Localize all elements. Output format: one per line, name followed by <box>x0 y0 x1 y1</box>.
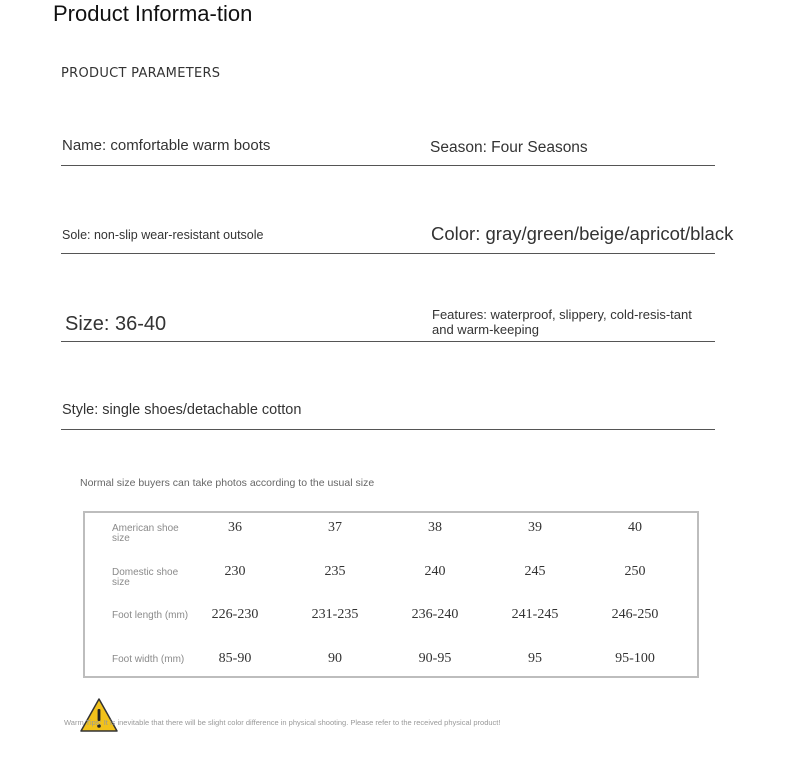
size-table-cell: 240 <box>424 564 446 579</box>
size-table-cell: 40 <box>628 520 642 535</box>
param-season: Season: Four Seasons <box>430 139 588 156</box>
size-table-row-label: Foot width (mm) <box>112 654 185 665</box>
size-table-row-label: Foot length (mm) <box>112 610 189 621</box>
size-table-cell: 235 <box>324 564 346 579</box>
page-title: Product Informa-tion <box>53 1 253 26</box>
param-color: Color: gray/green/beige/apricot/black <box>431 223 734 244</box>
warning-triangle-icon <box>79 697 119 733</box>
size-table-cell: 38 <box>428 520 442 535</box>
param-style: Style: single shoes/detachable cotton <box>62 402 302 418</box>
size-table-cell: 36 <box>228 520 242 535</box>
size-table-cell: 226-230 <box>211 607 259 622</box>
size-table-cell: 90 <box>328 651 342 666</box>
size-table-cell: 39 <box>528 520 542 535</box>
divider <box>61 341 715 342</box>
size-table-cell: 246-250 <box>611 607 659 622</box>
divider <box>61 253 715 254</box>
param-sole: Sole: non-slip wear-resistant outsole <box>62 228 264 242</box>
param-name: Name: comfortable warm boots <box>62 137 271 154</box>
divider <box>61 165 715 166</box>
size-table-row-label: Domestic shoe size <box>112 567 179 588</box>
size-table-cell: 231-235 <box>311 607 359 622</box>
size-table-cell: 250 <box>624 564 646 579</box>
size-table-cell: 236-240 <box>411 607 459 622</box>
size-table-cell: 37 <box>328 520 342 535</box>
size-table-cell: 230 <box>224 564 246 579</box>
size-table-cell: 95-100 <box>615 651 655 666</box>
size-note: Normal size buyers can take photos according to the usual size <box>80 477 375 489</box>
size-table-row-label: American shoe size <box>112 523 179 544</box>
section-subtitle: PRODUCT PARAMETERS <box>61 66 221 81</box>
size-table-cell: 245 <box>524 564 546 579</box>
size-table-cell: 85-90 <box>218 651 252 666</box>
size-table-cell: 90-95 <box>418 651 452 666</box>
size-table-cell: 95 <box>528 651 542 666</box>
size-table-cell: 241-245 <box>511 607 559 622</box>
param-size: Size: 36-40 <box>65 313 167 335</box>
warning-text: Warm Tips: It is inevitable that there will be slight color difference in physical shooting. Please refer to the received physical product! <box>64 718 501 727</box>
param-features: Features: waterproof, slippery, cold-resis-tant and warm-keeping <box>432 307 692 337</box>
divider <box>61 429 715 430</box>
